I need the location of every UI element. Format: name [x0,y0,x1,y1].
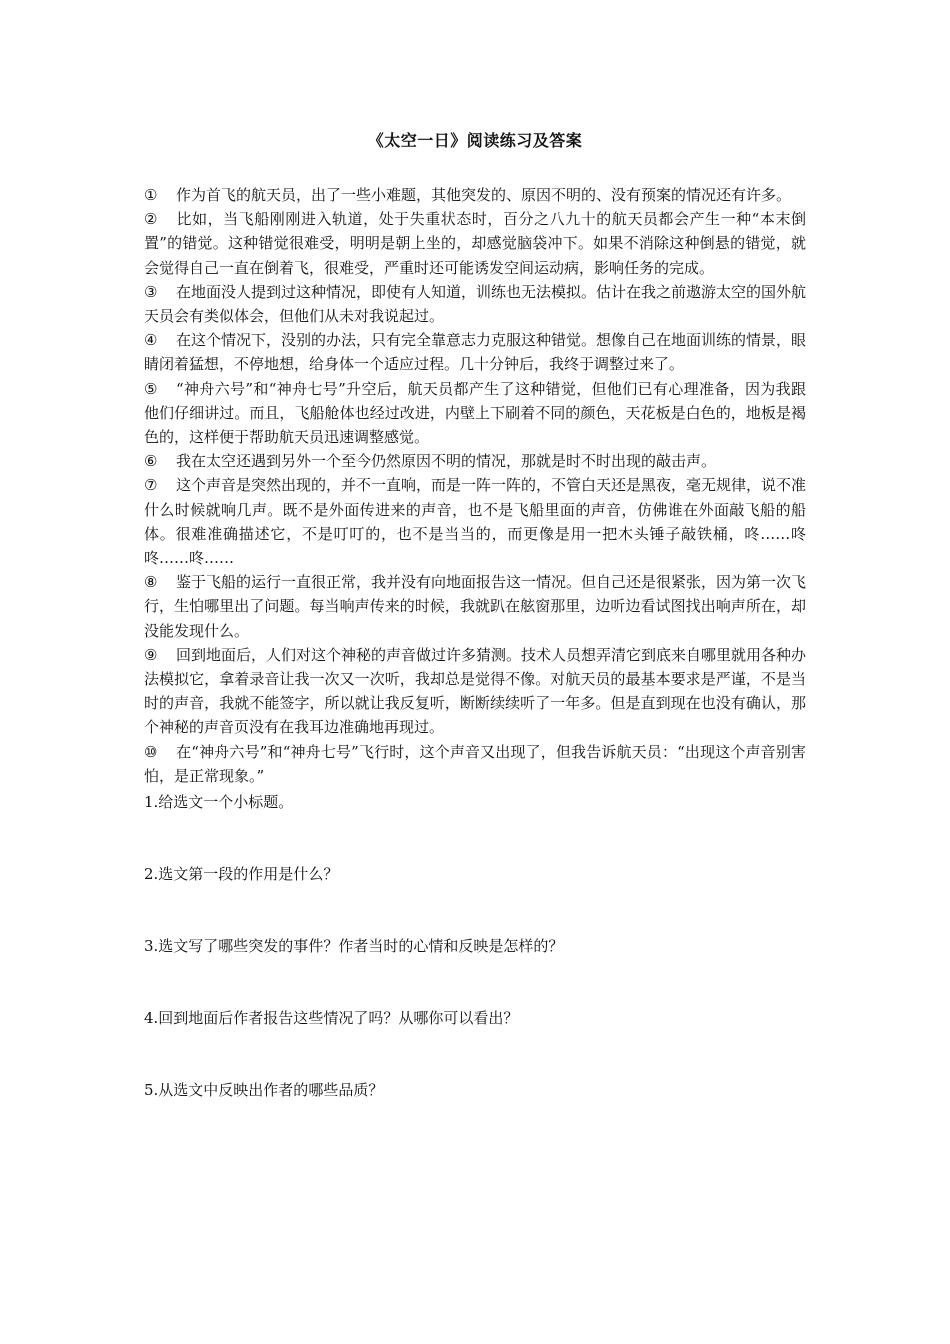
document-title: 《太空一日》阅读练习及答案 [367,131,583,150]
paragraph-number: ⑥ [144,452,158,471]
paragraph-text: 这个声音是突然出现的，并不一直响，而是一阵一阵的，不管白天还是黑夜，毫无规律，说不准什么时候就响几声。既不是外面传进来的声音，也不是飞船里面的声音，仿佛谁在外面敲飞船的船体。很难准确描述它，不是叮叮的，也不是当当的，而更像是用一把木头锤子敲铁桶，咚……咚咚……咚…… [144,476,807,568]
paragraph-number: ③ [144,282,158,301]
paragraph-8 [144,570,806,643]
question-4: 4.回到地面后作者报告这些情况了吗？从哪你可以看出？ [144,1009,519,1028]
paragraph-4 [144,328,806,376]
paragraph-text: 我在太空还遇到另外一个至今仍然原因不明的情况，那就是时不时出现的敲击声。 [176,452,717,471]
paragraph-7 [144,473,806,570]
question-1: 1.给选文一个小标题。 [144,793,294,812]
paragraph-text: 在“神舟六号”和“神舟七号”飞行时，这个声音又出现了，但我告诉航天员：“出现这个声音别害怕，是正常现象。” [144,742,806,785]
article-body [144,183,806,788]
paragraph-9 [144,643,806,740]
paragraph-number: ⑩ [144,742,158,761]
paragraph-text: 在地面没人提到过这种情况，即使有人知道，训练也无法模拟。估计在我之前遨游太空的国外航天员会有类似体会，但他们从未对我说起过。 [144,282,807,326]
paragraph-text: 回到地面后，人们对这个神秘的声音做过许多猜测。技术人员想弄清它到底来自哪里就用各种办法模拟它，拿着录音让我一次又一次听，我却总是觉得不像。对航天员的最基本要求是严谨，不是当时的声音，我就不能签字，所以就让我反复听，断断续续听了一年多。但是直到现在也没有确认，那个神秘的声音页没有在我耳边准确地再现过。 [144,645,807,737]
question-2: 2.选文第一段的作用是什么？ [144,865,339,884]
question-3: 3.选文写了哪些突发的事件？作者当时的心情和反映是怎样的？ [144,937,564,956]
paragraph-number: ⑤ [144,379,158,398]
paragraph-text: “神舟六号”和“神舟七号”升空后，航天员都产生了这种错觉，但他们已有心理准备，因为我跟他们仔细讲过。而且，飞船舱体也经过改进，内壁上下刷着不同的颜色，天花板是白色的，地板是褐色的，这样便于帮助航天员迅速调整感觉。 [144,379,806,447]
paragraph-3 [144,280,806,328]
paragraph-text: 比如，当飞船刚刚进入轨道，处于失重状态时，百分之八九十的航天员都会产生一种“本末倒置”的错觉。这种错觉很难受，明明是朝上坐的，却感觉脑袋冲下。如果不消除这种倒悬的错觉，就会觉得自己一直在倒着飞，很难受，严重时还可能诱发空间运动病，影响任务的完成。 [144,210,806,277]
paragraph-number: ⑦ [144,476,158,495]
paragraph-text: 在这个情况下，没别的办法，只有完全靠意志力克服这种错觉。想像自己在地面训练的情景，眼睛闭着猛想，不停地想，给身体一个适应过程。几十分钟后，我终于调整过来了。 [144,331,807,374]
paragraph-number: ④ [144,331,158,350]
paragraph-text: 作为首飞的航天员，出了一些小难题，其他突发的、原因不明的、没有预案的情况还有许多。 [176,186,792,204]
question-5: 5.从选文中反映出作者的哪些品质？ [144,1081,384,1100]
paragraph-number: ② [144,210,158,229]
question-list [144,790,806,1102]
paragraph-6 [144,449,806,473]
paragraph-number: ⑧ [144,573,158,592]
paragraph-number: ⑨ [144,645,158,664]
paragraph-10 [144,740,806,788]
paragraph-text: 鉴于飞船的运行一直很正常，我并没有向地面报告这一情况。但自己还是很紧张，因为第一次飞行，生怕哪里出了问题。每当响声传来的时候，我就趴在舷窗那里，边听边看试图找出响声所在，却没能发现什么。 [144,573,807,640]
paragraph-1 [144,183,806,207]
document-page [144,118,806,1102]
paragraph-number: ① [144,186,158,204]
paragraph-5 [144,377,806,450]
paragraph-2 [144,207,806,280]
